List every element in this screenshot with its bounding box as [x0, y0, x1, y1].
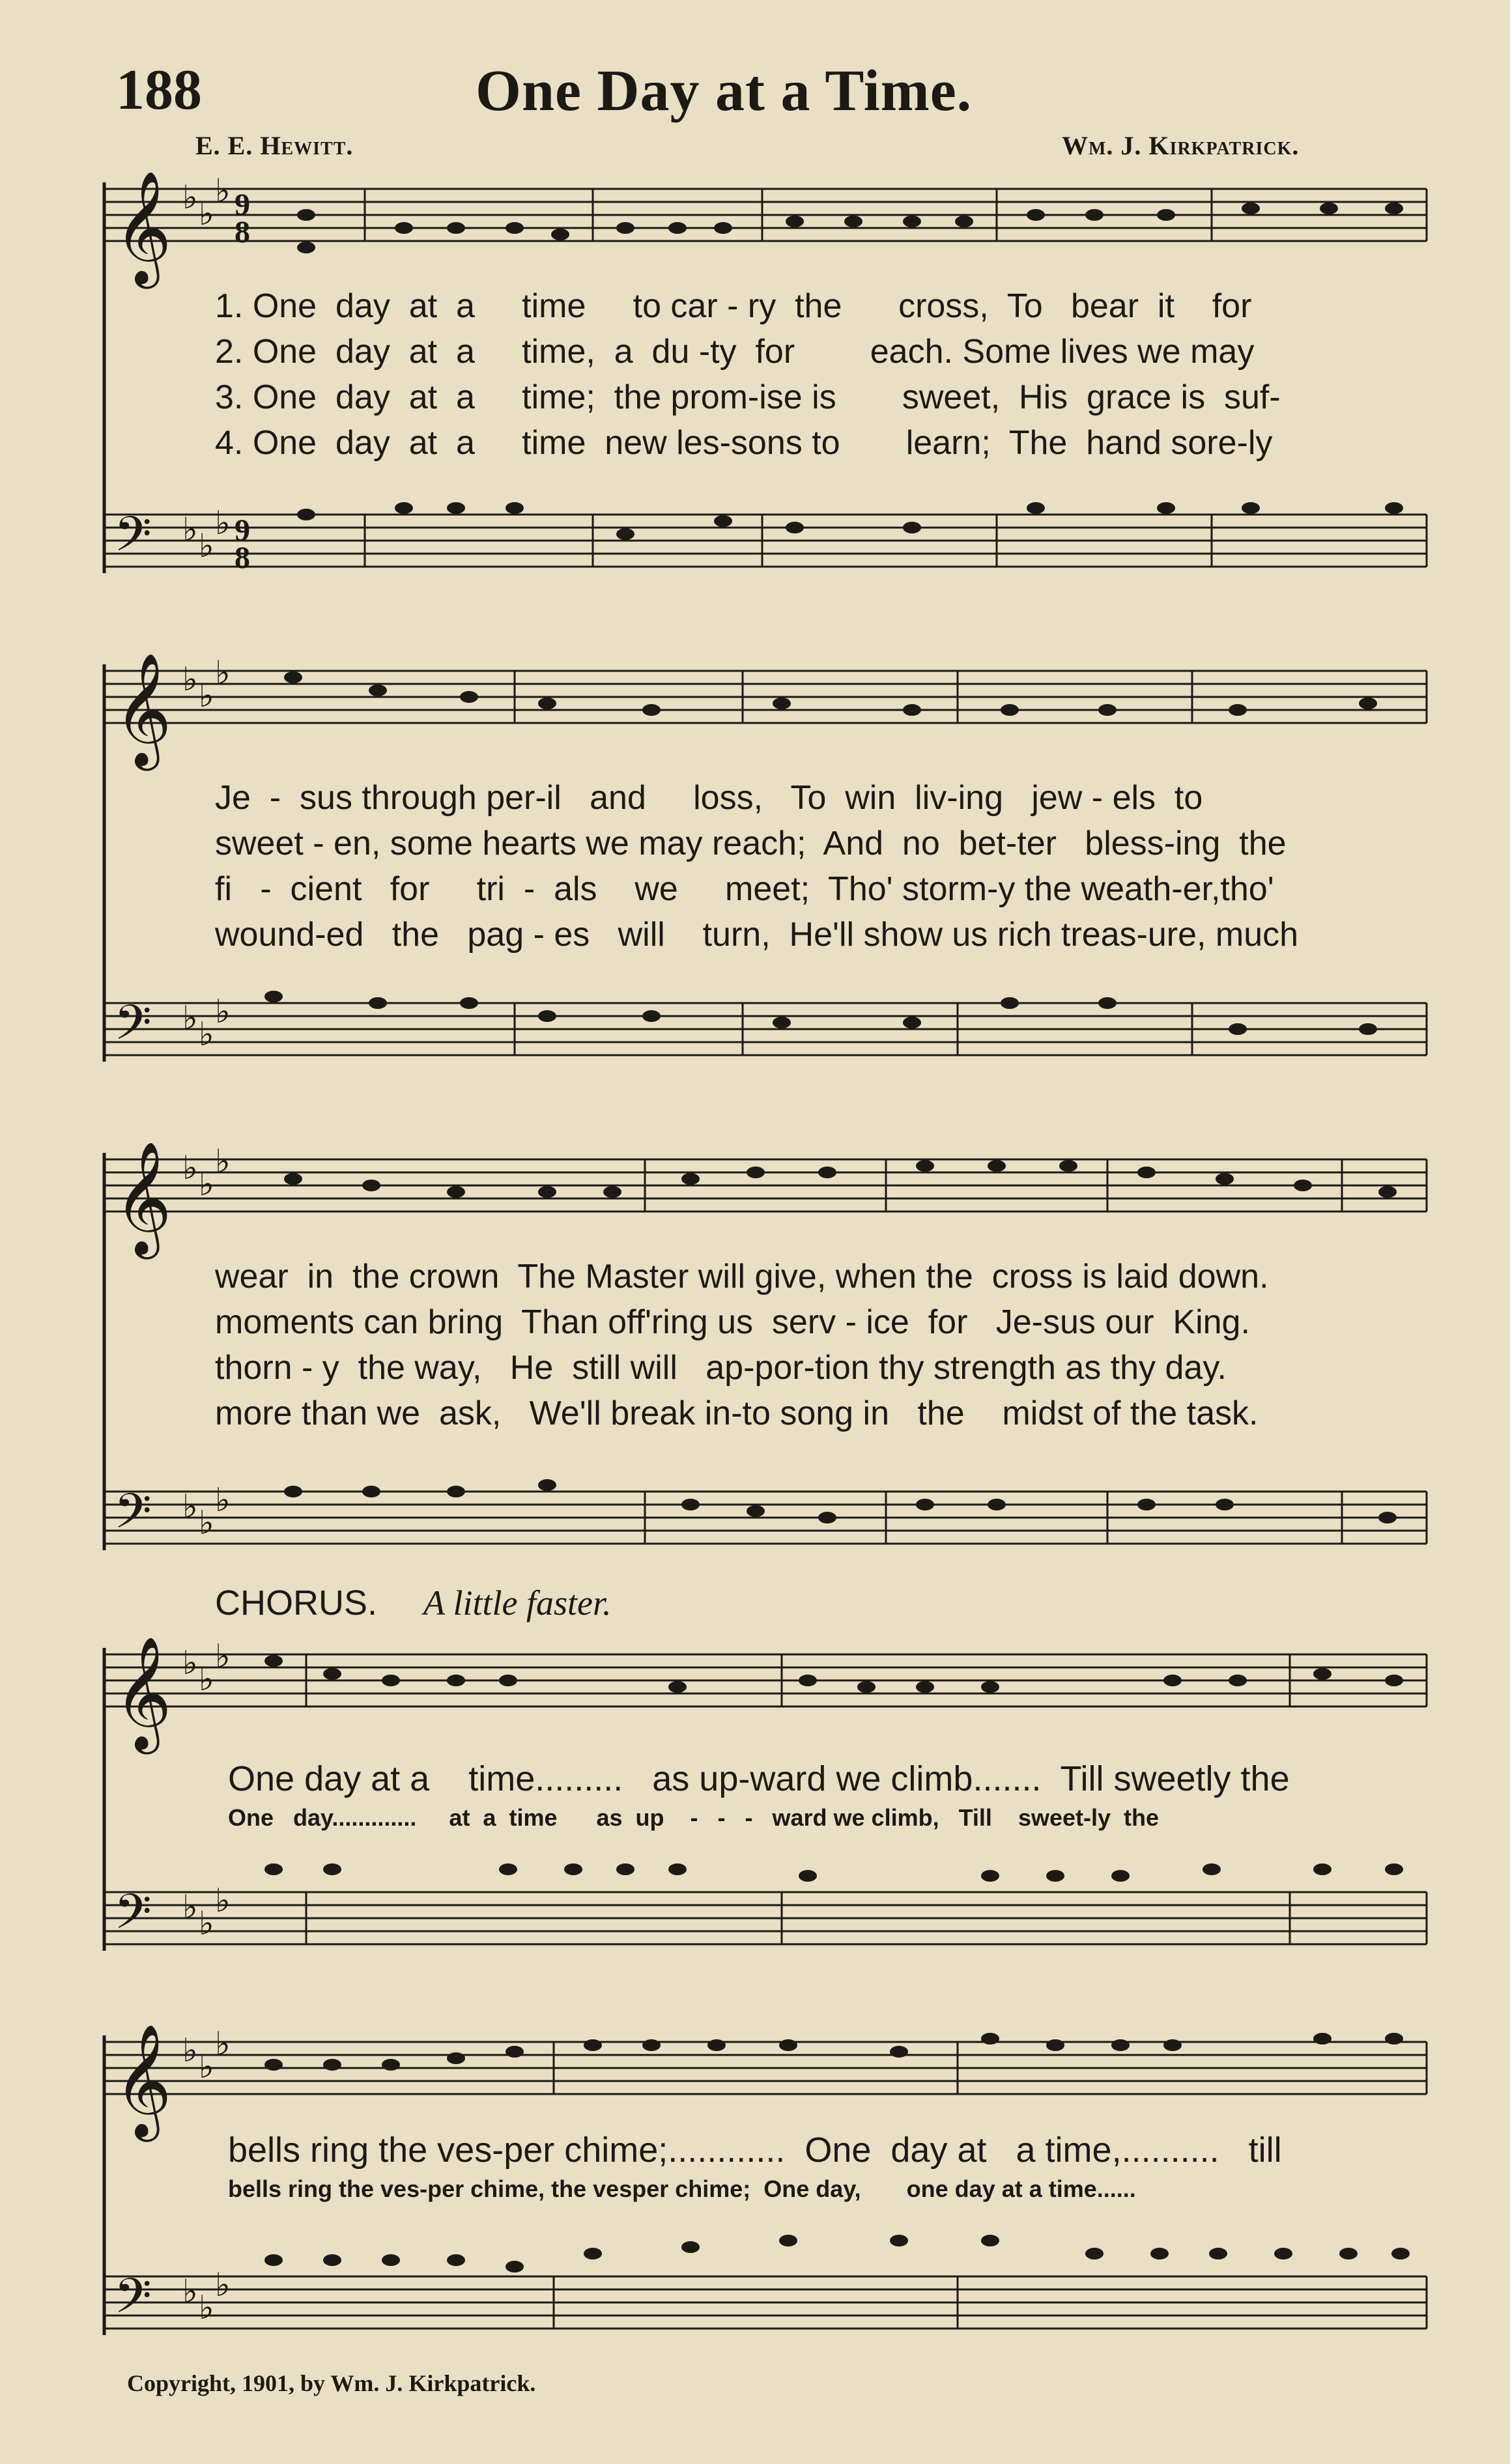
svg-text:♭: ♭: [182, 178, 198, 216]
chorus-treble-staff: [104, 1654, 1427, 1706]
svg-text:♭: ♭: [199, 2048, 214, 2086]
bass-clef-icon: 𝄢: [114, 506, 152, 574]
svg-text:♭: ♭: [215, 172, 231, 210]
svg-text:♭: ♭: [199, 1165, 214, 1203]
svg-text:♭: ♭: [215, 654, 231, 692]
svg-text:♭: ♭: [182, 2273, 198, 2310]
chorus-label: CHORUS.: [215, 1583, 378, 1622]
copyright-notice: Copyright, 1901, by Wm. J. Kirkpatrick.: [127, 2370, 536, 2396]
system1-verse-4: 4. One day at a time new les-sons to learn; The hand sore-ly: [215, 424, 1273, 462]
chorus-refrain-line-2-lower: bells ring the ves-per chime, the vesper chime; One day, one day at a time......: [228, 2175, 1136, 2202]
svg-text:♭: ♭: [182, 1488, 198, 1525]
svg-text:♭: ♭: [199, 1905, 214, 1942]
final-bass-staff: [104, 2276, 1427, 2329]
chorus-tempo-marking: A little faster.: [423, 1583, 612, 1622]
svg-text:♭: ♭: [215, 1481, 231, 1519]
svg-text:♭: ♭: [215, 1882, 231, 1919]
chorus-bass-staff: [104, 1892, 1427, 1944]
svg-text:♭: ♭: [215, 504, 231, 542]
svg-text:♭: ♭: [199, 2289, 214, 2327]
treble-clef-icon: 𝄞: [114, 171, 172, 284]
system3-verse-3: thorn - y the way, He still will ap-por-tion thy strength as thy day.: [215, 1349, 1227, 1387]
svg-text:♭: ♭: [182, 1888, 198, 1926]
system2-verse-1: Je - sus through per-il and loss, To win liv-ing jew - els to: [215, 779, 1203, 817]
system3-verse-4: more than we ask, We'll break in-to song in the midst of the task.: [215, 1395, 1259, 1432]
svg-text:8: 8: [235, 215, 250, 249]
svg-text:♭: ♭: [215, 2025, 231, 2063]
chorus-refrain-line-1-lower: One day............. at a time as up - - - ward we climb, Till sweet-ly the: [228, 1804, 1160, 1831]
system3-treble-staff: [104, 1159, 1427, 1211]
svg-text:♭: ♭: [215, 1637, 231, 1675]
system3-verse-1: wear in the crown The Master will give, when the cross is laid down.: [215, 1258, 1269, 1296]
hymn-title: One Day at a Time.: [476, 59, 973, 123]
chorus-refrain-line-1: One day at a time......... as up-ward we climb....... Till sweetly the: [228, 1759, 1290, 1798]
svg-text:♭: ♭: [182, 660, 198, 698]
treble-clef-icon: 𝄞: [114, 1141, 172, 1254]
treble-clef-icon: 𝄞: [114, 2024, 172, 2137]
bass-clef-icon: 𝄢: [114, 2268, 152, 2336]
bass-clef-icon: 𝄢: [114, 1884, 152, 1952]
system1-verse-2: 2. One day at a time, a du -ty for each. Some lives we may: [215, 333, 1255, 371]
final-treble-staff: [104, 2042, 1427, 2094]
svg-text:♭: ♭: [199, 1660, 214, 1698]
bass-clef-icon: 𝄢: [114, 1483, 152, 1551]
system2-verse-3: fi - cient for tri - als we meet; Tho' storm-y the weath-er,tho': [215, 870, 1274, 908]
bass-clef-icon: 𝄢: [114, 995, 152, 1063]
svg-text:♭: ♭: [215, 993, 231, 1030]
system1-bass-staff: [104, 515, 1427, 567]
svg-text:♭: ♭: [199, 527, 214, 565]
system1-verse-3: 3. One day at a time; the prom-ise is sweet, His grace is suf-: [215, 378, 1281, 416]
hymn-number: 188: [116, 59, 202, 122]
svg-text:♭: ♭: [199, 1015, 214, 1053]
svg-text:♭: ♭: [215, 2266, 231, 2304]
svg-text:♭: ♭: [182, 1644, 198, 1682]
system2-bass-staff: [104, 1003, 1427, 1055]
svg-text:♭: ♭: [182, 2032, 198, 2069]
composer: Wm. J. Kirkpatrick.: [1062, 131, 1300, 160]
svg-text:9: 9: [235, 513, 250, 548]
system2-treble-staff: [104, 671, 1427, 723]
system3-verse-2: moments can bring Than off'ring us serv - ice for Je-sus our King.: [215, 1303, 1250, 1341]
svg-text:♭: ♭: [199, 195, 214, 233]
chorus-refrain-line-2: bells ring the ves-per chime;............ One day at a time,.......... till: [228, 2131, 1282, 2170]
svg-text:♭: ♭: [182, 999, 198, 1037]
treble-clef-icon: 𝄞: [114, 653, 172, 766]
system1-verse-1: 1. One day at a time to car - ry the cross, To bear it for: [215, 287, 1252, 325]
svg-text:9: 9: [235, 188, 250, 222]
noteheads: [264, 203, 1410, 2273]
clefs: [114, 171, 172, 2336]
svg-text:♭: ♭: [199, 1504, 214, 1542]
svg-text:8: 8: [235, 541, 250, 575]
svg-text:♭: ♭: [199, 677, 214, 715]
system2-verse-2: sweet - en, some hearts we may reach; And no bet-ter bless-ing the: [215, 825, 1287, 862]
system2-verse-4: wound-ed the pag - es will turn, He'll show us rich treas-ure, much: [215, 916, 1299, 954]
svg-text:♭: ♭: [182, 1149, 198, 1187]
treble-clef-icon: 𝄞: [114, 1636, 172, 1749]
svg-text:♭: ♭: [215, 1142, 231, 1180]
key-signatures: [182, 172, 231, 2327]
lyricist: E. E. Hewitt.: [195, 131, 354, 160]
svg-text:♭: ♭: [182, 511, 198, 548]
